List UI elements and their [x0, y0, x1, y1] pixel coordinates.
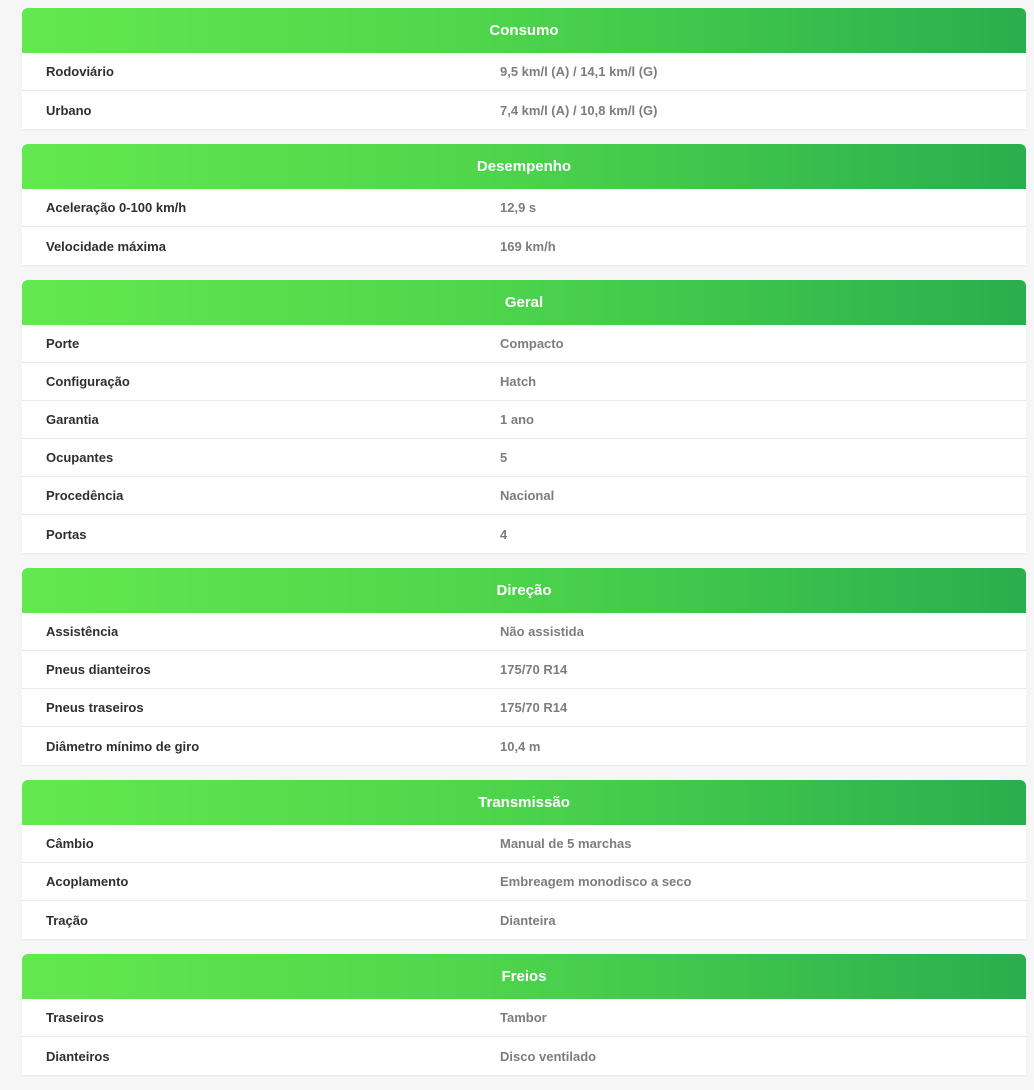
spec-label: Pneus traseiros — [46, 700, 144, 715]
spec-row — [22, 325, 1026, 363]
spec-value: Embreagem monodisco a seco — [500, 874, 692, 889]
section-header: Freios — [22, 954, 1026, 999]
section-header: Direção — [22, 568, 1026, 613]
spec-label: Urbano — [46, 102, 92, 118]
spec-label: Dianteiros — [46, 1048, 110, 1064]
spec-value: 10,4 m — [500, 738, 541, 754]
spec-row — [22, 439, 1026, 477]
spec-section-geral — [22, 280, 1026, 553]
spec-label: Porte — [46, 336, 80, 351]
spec-sections — [22, 8, 1026, 1090]
spec-row — [22, 53, 1026, 91]
spec-label: Velocidade máxima — [46, 238, 166, 254]
spec-value: 1 ano — [500, 412, 534, 427]
spec-value: Tambor — [500, 1010, 547, 1025]
spec-row — [22, 613, 1026, 651]
spec-value: Compacto — [500, 336, 564, 351]
spec-row — [22, 189, 1026, 227]
spec-label: Rodoviário — [46, 64, 114, 79]
spec-section-freios — [22, 954, 1026, 1075]
spec-label: Traseiros — [46, 1010, 104, 1025]
spec-row — [22, 863, 1026, 901]
spec-row — [22, 91, 1026, 129]
spec-value: 9,5 km/l (A) / 14,1 km/l (G) — [500, 64, 658, 79]
spec-row — [22, 363, 1026, 401]
spec-section-transmissao — [22, 780, 1026, 939]
spec-section-consumo — [22, 8, 1026, 129]
spec-row — [22, 999, 1026, 1037]
spec-value: 175/70 R14 — [500, 662, 568, 677]
spec-value: 7,4 km/l (A) / 10,8 km/l (G) — [500, 102, 658, 118]
spec-value: 5 — [500, 450, 508, 465]
spec-value: 169 km/h — [500, 238, 556, 254]
section-header: Desempenho — [22, 144, 1026, 189]
spec-section-desempenho — [22, 144, 1026, 265]
spec-label: Acoplamento — [46, 874, 129, 889]
spec-value: Nacional — [500, 488, 555, 503]
spec-label: Garantia — [46, 412, 99, 427]
spec-row — [22, 227, 1026, 265]
spec-label: Câmbio — [46, 836, 94, 851]
spec-label: Assistência — [46, 624, 119, 639]
spec-section-direcao — [22, 568, 1026, 765]
spec-row — [22, 1037, 1026, 1075]
spec-value: Hatch — [500, 374, 537, 389]
spec-label: Procedência — [46, 488, 124, 503]
spec-row — [22, 515, 1026, 553]
spec-value: Dianteira — [500, 912, 556, 928]
spec-label: Portas — [46, 526, 87, 542]
spec-value: 4 — [500, 526, 508, 542]
spec-value: Não assistida — [500, 624, 584, 639]
spec-row — [22, 727, 1026, 765]
spec-value: Manual de 5 marchas — [500, 836, 632, 851]
spec-row — [22, 689, 1026, 727]
spec-row — [22, 401, 1026, 439]
spec-row — [22, 901, 1026, 939]
spec-label: Pneus dianteiros — [46, 662, 151, 677]
spec-label: Tração — [46, 912, 88, 928]
spec-label: Aceleração 0-100 km/h — [46, 200, 187, 215]
section-header: Geral — [22, 280, 1026, 325]
spec-row — [22, 477, 1026, 515]
spec-row — [22, 825, 1026, 863]
section-header: Consumo — [22, 8, 1026, 53]
spec-value: 175/70 R14 — [500, 700, 568, 715]
section-header: Transmissão — [22, 780, 1026, 825]
spec-label: Diâmetro mínimo de giro — [46, 738, 200, 754]
spec-label: Configuração — [46, 374, 130, 389]
spec-value: 12,9 s — [500, 200, 537, 215]
spec-row — [22, 651, 1026, 689]
spec-value: Disco ventilado — [500, 1048, 597, 1064]
spec-label: Ocupantes — [46, 450, 114, 465]
